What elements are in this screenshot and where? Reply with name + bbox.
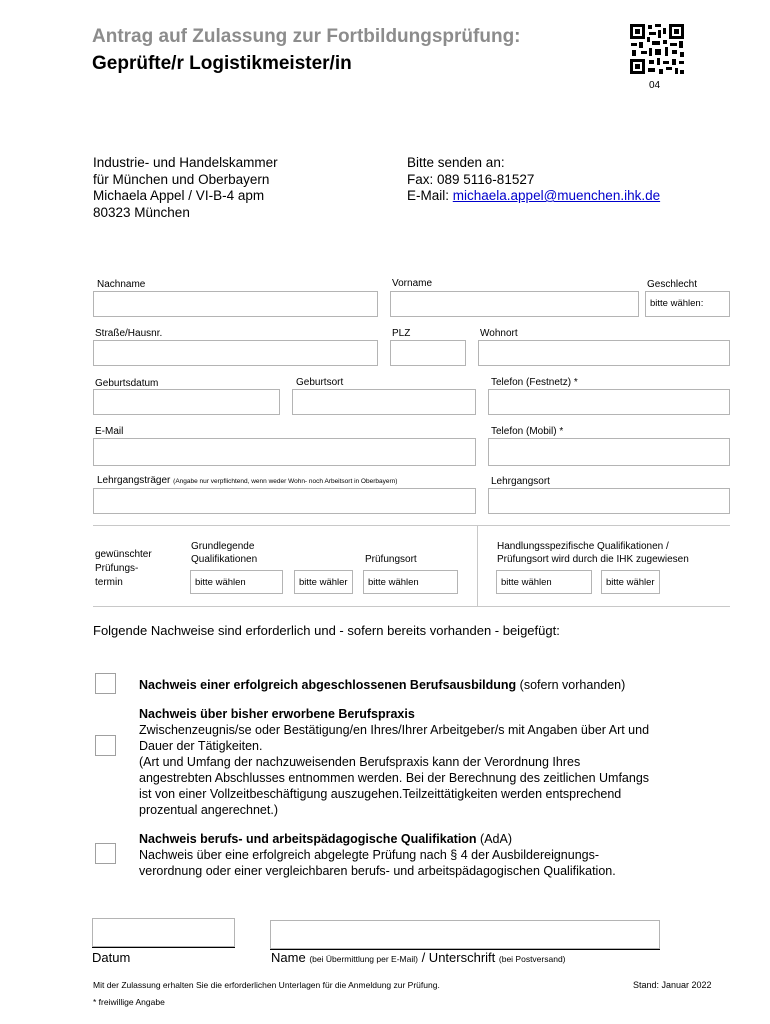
geschlecht-select[interactable]: bitte wählen: <box>645 291 730 317</box>
lehrgangstraeger-input[interactable] <box>93 488 476 514</box>
pruefungsort-label: Prüfungsort <box>365 554 417 565</box>
plz-label: PLZ <box>392 328 411 339</box>
email-input[interactable] <box>93 438 476 466</box>
footer-freiwillig: * freiwillige Angabe <box>93 997 165 1007</box>
nachweis-berufspraxis-checkbox[interactable] <box>95 735 116 756</box>
vorname-input[interactable] <box>390 291 639 317</box>
send-to-block <box>407 155 660 205</box>
lehrgangstraeger-label <box>97 475 397 486</box>
nachweis-berufspraxis-text: Nachweis über bisher erworbene Berufspraxis Zwischenzeugnis/se oder Bestätigung/en Ihres/Ihrer Arbeitgeber/s mit Angaben über Art und Dauer der Tätigkeiten. (Art und Umfang der nachzuweisenden Berufspraxis kann der Verordnung Ihres angestrebten Abschlusses entnommen werden. Bei der Berechnung des zeitlichen Umfangs ist von einer Vollzeitbeschäftigung auszugehen.Teilzeittätigkeiten werden entsprechend prozentual angerechnet.) <box>139 707 650 817</box>
send-to-heading: Bitte senden an: <box>407 155 505 170</box>
email-label: E-Mail <box>95 426 124 437</box>
geburtsort-input[interactable] <box>292 389 476 415</box>
address-line: für München und Oberbayern <box>93 171 270 187</box>
telefon-mobil-label: Telefon (Mobil) * <box>491 426 564 437</box>
strasse-label: Straße/Hausnr. <box>95 328 163 339</box>
datum-label: Datum <box>92 950 131 965</box>
form-title: Antrag auf Zulassung zur Fortbildungsprüfung: <box>92 26 521 47</box>
wohnort-input[interactable] <box>478 340 730 366</box>
address-line: Michaela Appel / VI-B-4 apm <box>93 188 265 203</box>
datum-input[interactable] <box>92 918 235 947</box>
nachweis-berufsausbildung-checkbox[interactable] <box>95 673 116 694</box>
name-unterschrift-label: Name (bei Übermittlung per E-Mail) / Unterschrift (bei Postversand) <box>271 950 566 965</box>
telefon-mobil-input[interactable] <box>488 438 730 466</box>
geschlecht-label: Geschlecht <box>647 279 698 290</box>
grund-termin-select-2[interactable]: bitte wähler <box>294 570 353 594</box>
hsq-termin-select-2[interactable]: bitte wähler <box>601 570 660 594</box>
datum-line <box>92 947 235 948</box>
hsq-label: Handlungsspezifische Qualifikationen / Prüfungsort wird durch die IHK zugewiesen <box>497 541 689 565</box>
wohnort-label: Wohnort <box>480 328 518 339</box>
geburtsdatum-label: Geburtsdatum <box>95 378 159 389</box>
nachweise-intro: Folgende Nachweise sind erforderlich und - sofern bereits vorhanden - beigefügt: <box>93 623 560 638</box>
nachweis-berufsausbildung-text: Nachweis einer erfolgreich abgeschlossenen Berufsausbildung (sofern vorhanden) <box>139 678 626 692</box>
vorname-label: Vorname <box>392 278 433 289</box>
pruefungsort-select[interactable]: bitte wählen <box>363 570 458 594</box>
address-line: 80323 München <box>93 204 190 220</box>
geburtsdatum-input[interactable] <box>93 389 280 415</box>
grundlegende-label: Grundlegende Qualifikationen <box>191 541 258 565</box>
address-line: Industrie- und Handelskammer <box>93 155 278 170</box>
send-to-email-label: E-Mail: <box>407 188 453 203</box>
hsq-termin-select[interactable]: bitte wählen <box>496 570 592 594</box>
footer-note: Mit der Zulassung erhalten Sie die erforderlichen Unterlagen für die Anmeldung zur Prüfung. <box>93 980 440 990</box>
footer-stand: Stand: Januar 2022 <box>633 980 712 990</box>
nachweis-ada-checkbox[interactable] <box>95 843 116 864</box>
strasse-input[interactable] <box>93 340 378 366</box>
lehrgangsort-label: Lehrgangsort <box>491 476 550 487</box>
ihk-address <box>93 155 278 221</box>
nachweis-ada-text: Nachweis berufs- und arbeitspädagogische Qualifikation (AdA) Nachweis über eine erfolgreich abgelegte Prüfung nach § 4 der Ausbildereignungs- verordnung oder einer vergleichbaren berufs- und arbeitspädagogischen Qualifikation. <box>139 832 616 878</box>
section-vertical-divider <box>477 525 478 607</box>
telefon-festnetz-input[interactable] <box>488 389 730 415</box>
unterschrift-input[interactable] <box>270 920 660 949</box>
form-code: 04 <box>649 80 661 91</box>
nachname-input[interactable] <box>93 291 378 317</box>
section-divider <box>93 606 730 607</box>
qr-code-icon <box>629 23 685 75</box>
telefon-festnetz-label: Telefon (Festnetz) * <box>491 377 578 388</box>
grund-termin-select[interactable]: bitte wählen <box>190 570 283 594</box>
geburtsort-label: Geburtsort <box>296 377 344 388</box>
lehrgangstraeger-note: (Angabe nur verpflichtend, wenn weder Wohn- noch Arbeitsort in Oberbayern) <box>173 478 398 485</box>
lehrgangstraeger-text: Lehrgangsträger <box>97 475 171 486</box>
send-to-email-link[interactable]: michaela.appel@muenchen.ihk.de <box>452 188 661 203</box>
lehrgangsort-input[interactable] <box>488 488 730 514</box>
form-subtitle: Geprüfte/r Logistikmeister/in <box>92 53 352 74</box>
nachname-label: Nachname <box>97 279 146 290</box>
send-to-fax: Fax: 089 5116-81527 <box>407 171 535 187</box>
plz-input[interactable] <box>390 340 466 366</box>
pruefungstermin-label: gewünschter Prüfungs- termin <box>95 549 152 588</box>
section-divider <box>93 525 730 526</box>
